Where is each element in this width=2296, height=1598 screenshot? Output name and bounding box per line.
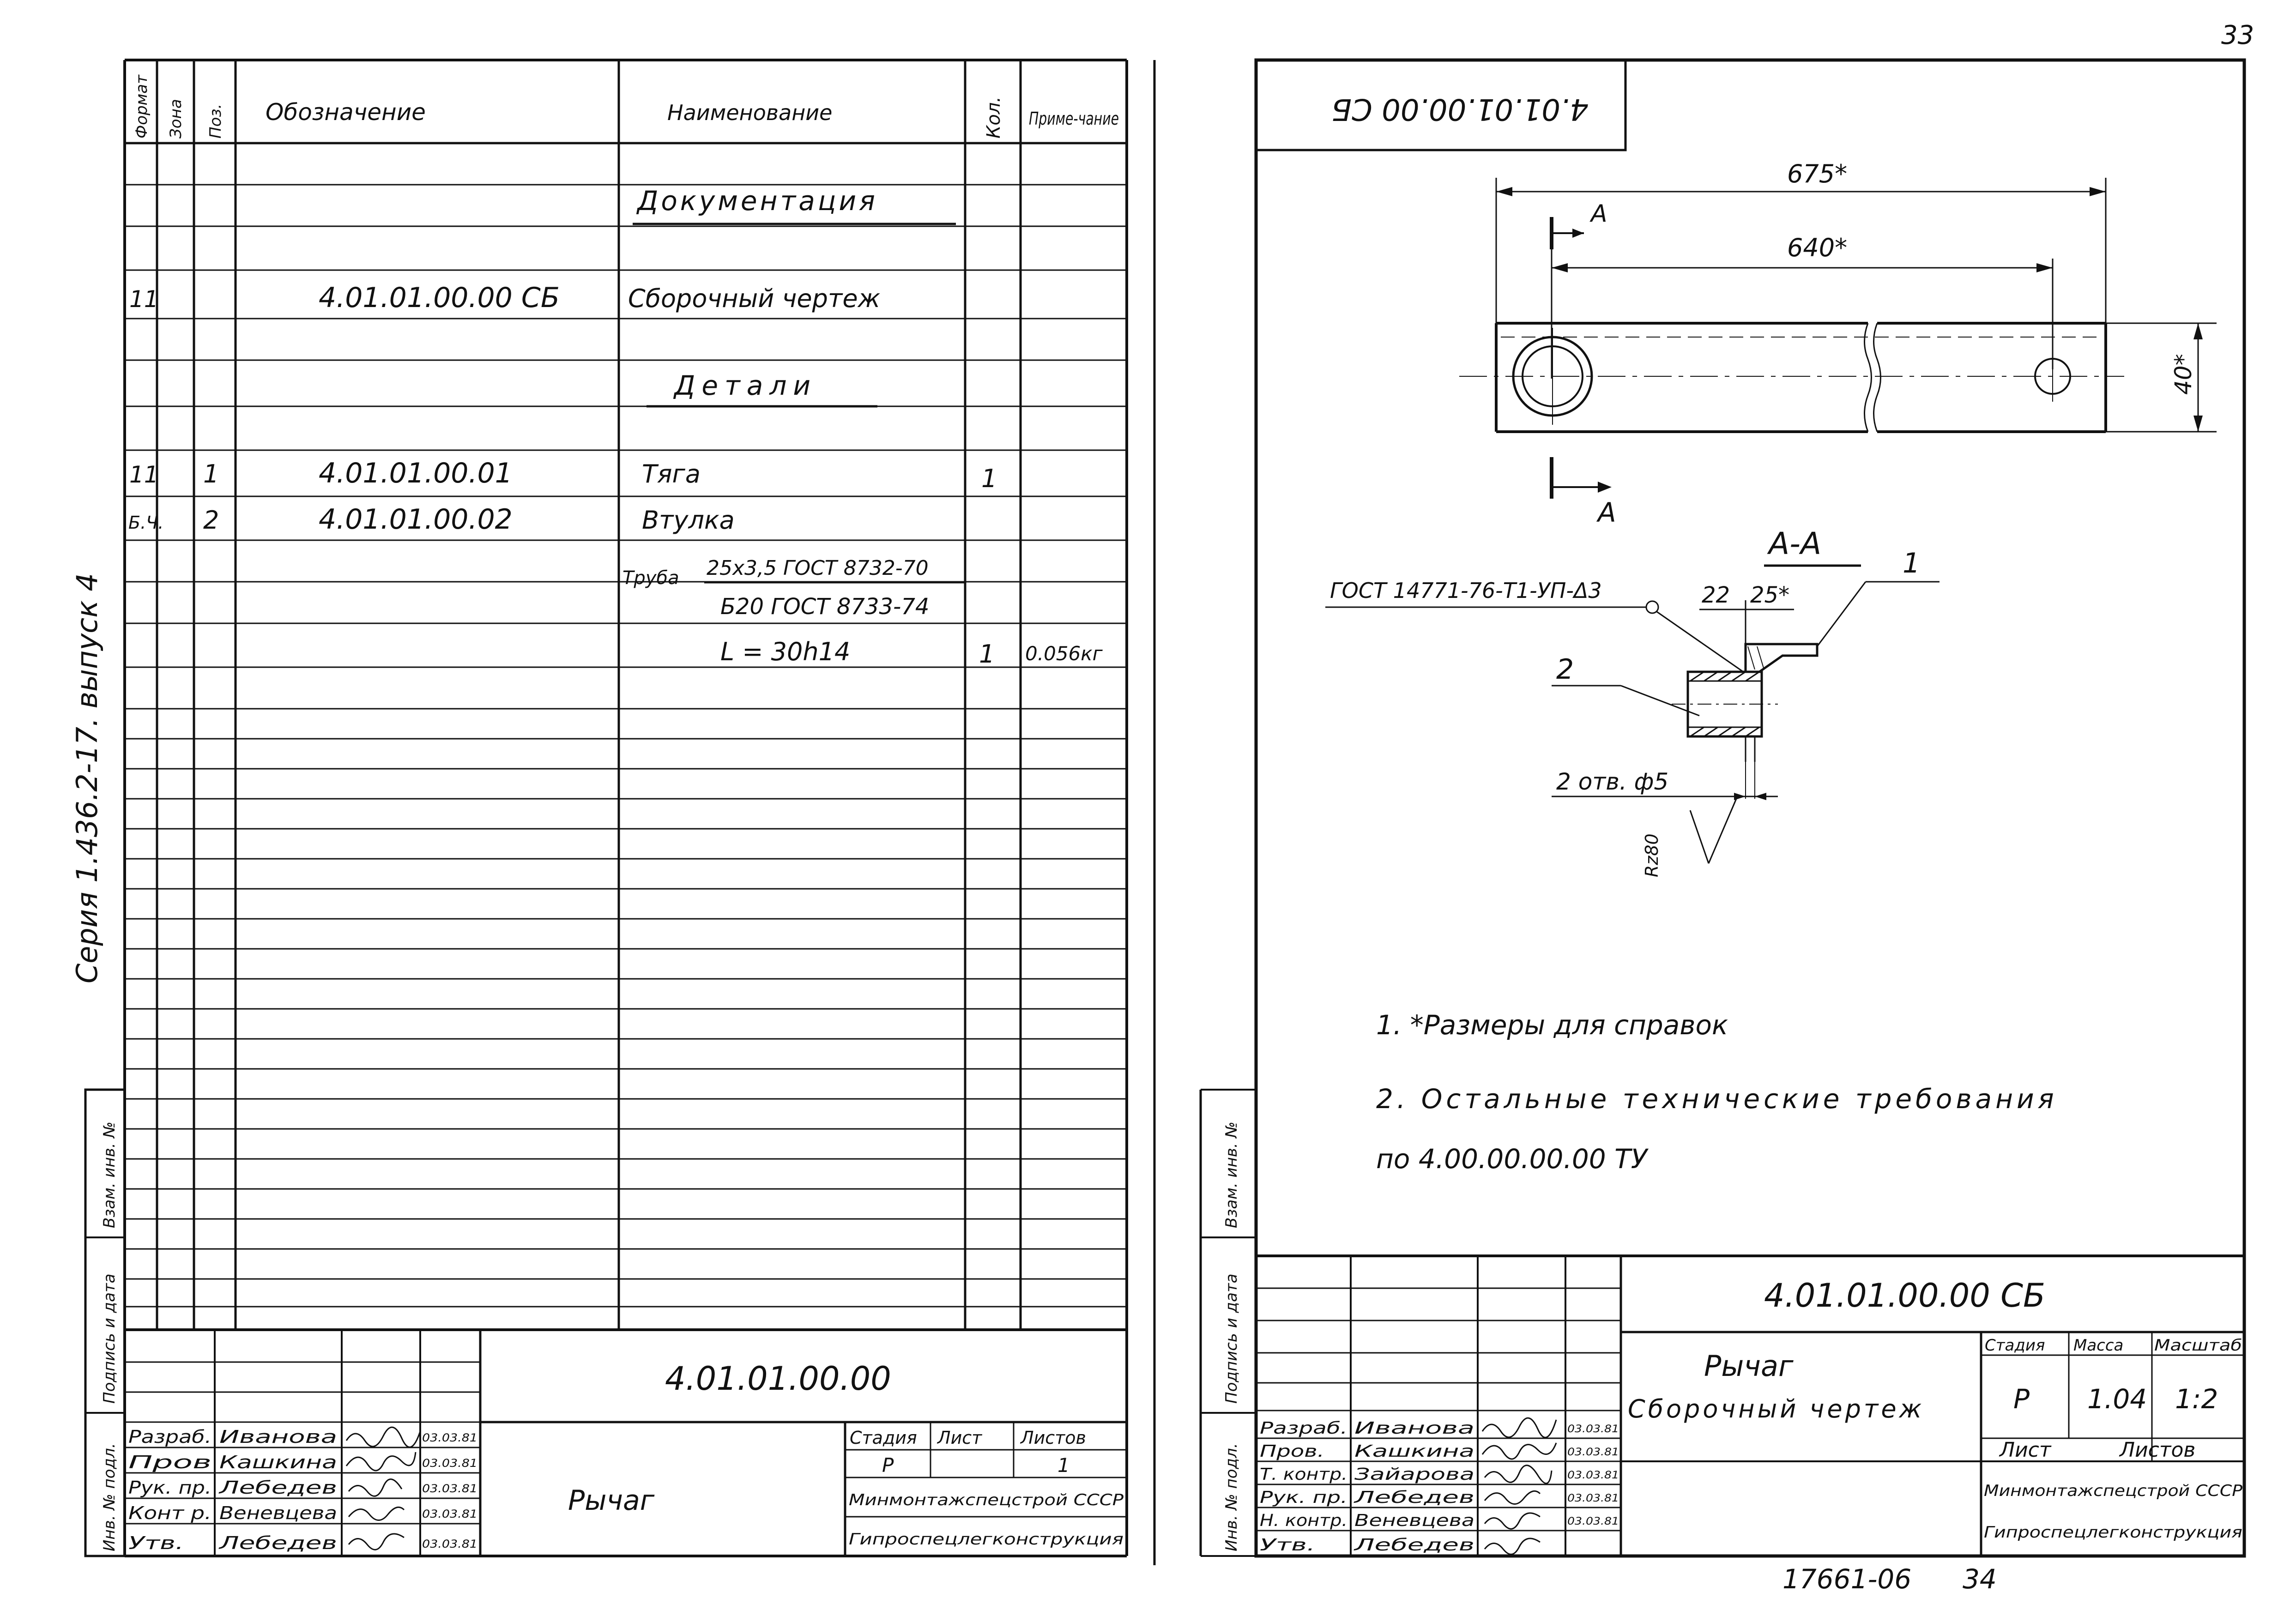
rotated-doc-number: 4.01.01.00.00 СБ <box>1331 92 1589 126</box>
leader-label-1: 1 <box>1903 547 1921 579</box>
right-doc-number: 4.01.01.00.00 СБ <box>1764 1277 2045 1315</box>
margin-field-inv: Инв. № подл. <box>100 1443 119 1551</box>
dim-40: 40* <box>2170 354 2197 395</box>
length-spec: L = 30h14 <box>720 637 851 666</box>
right-sheets-label: Листов <box>2120 1438 2196 1462</box>
right-org2: Гипроспецлегконструкция <box>1984 1523 2242 1542</box>
note-3: по 4.00.00.00.00 ТУ <box>1376 1143 1647 1175</box>
dim-22: 22 <box>1702 582 1730 608</box>
pipe-denominator: Б20 ГОСТ 8733-74 <box>720 594 930 620</box>
left-date-1: 03.03.81 <box>422 1457 477 1470</box>
right-mass-label: Масса <box>2073 1336 2124 1355</box>
right-name-5: Лебедев <box>1353 1536 1474 1555</box>
left-date-2: 03.03.81 <box>422 1482 477 1495</box>
side-series-label: Серия 1.436.2-17. выпуск 4 <box>70 573 104 983</box>
row2-pos: 2 <box>203 506 219 535</box>
right-name-3: Лебедев <box>1353 1488 1474 1507</box>
right-date-3: 03.03.81 <box>1567 1493 1619 1504</box>
right-org1: Минмонтажспецстрой СССР <box>1984 1482 2243 1500</box>
left-stage-label: Стадия <box>850 1428 917 1448</box>
left-name-3: Веневцева <box>219 1503 337 1523</box>
section-parts: Детали <box>674 370 817 401</box>
footer-number: 17661-06 <box>1782 1563 1912 1595</box>
row1-format: 11 <box>129 461 159 488</box>
right-date-1: 03.03.81 <box>1567 1447 1619 1458</box>
row1-pos: 1 <box>203 459 219 488</box>
left-name-1: Кашкина <box>219 1452 337 1472</box>
left-name-0: Иванова <box>219 1427 337 1447</box>
dim-640: 640* <box>1787 233 1848 262</box>
right-role-2: Т. контр. <box>1260 1465 1347 1484</box>
row-docs-format: 11 <box>129 286 159 313</box>
dim-675: 675* <box>1787 159 1848 188</box>
left-stage-value: Р <box>882 1454 894 1477</box>
left-sheet-label: Лист <box>937 1428 982 1448</box>
note-1: 1. *Размеры для справок <box>1376 1009 1728 1041</box>
right-name-1: Кашкина <box>1354 1442 1474 1461</box>
left-doc-number: 4.01.01.00.00 <box>665 1360 891 1398</box>
section-title: А-А <box>1769 526 1822 561</box>
left-role-0: Разраб. <box>128 1427 211 1447</box>
right-name-4: Веневцева <box>1354 1511 1474 1530</box>
right-product-name: Рычаг <box>1704 1349 1794 1383</box>
right-role-4: Н. контр. <box>1260 1511 1347 1530</box>
right-scale-value: 1:2 <box>2175 1383 2218 1415</box>
header-pos: Поз. <box>206 103 225 139</box>
section-documentation: Документация <box>637 185 878 217</box>
row2-designation: 4.01.01.00.02 <box>319 503 513 536</box>
left-name-2: Лебедев <box>218 1477 337 1498</box>
left-date-0: 03.03.81 <box>422 1431 477 1444</box>
right-margin-field-replace: Взам. инв. № <box>1222 1122 1241 1228</box>
margin-field-replace: Взам. инв. № <box>100 1122 119 1228</box>
right-role-3: Рук. пр. <box>1260 1488 1347 1507</box>
header-name: Наименование <box>667 100 833 125</box>
left-name-4: Лебедев <box>218 1533 337 1553</box>
right-margin-field-inv: Инв. № подл. <box>1222 1443 1241 1551</box>
header-format: Формат <box>133 75 151 139</box>
left-sheets-label: Листов <box>1021 1428 1086 1448</box>
header-note: Приме-чание <box>1029 109 1119 129</box>
row-docs-name: Сборочный чертеж <box>628 284 881 313</box>
right-margin-field-sign: Подпись и дата <box>1222 1273 1241 1404</box>
header-qty: Кол. <box>983 96 1004 139</box>
pipe-numerator: 25x3,5 ГОСТ 8732-70 <box>707 556 929 580</box>
left-role-1: Пров <box>128 1452 211 1472</box>
leader-label-2: 2 <box>1556 653 1574 686</box>
row-docs-designation: 4.01.01.00.00 СБ <box>319 282 560 314</box>
margin-field-sign: Подпись и дата <box>100 1273 119 1404</box>
row1-designation: 4.01.01.00.01 <box>319 457 513 489</box>
left-date-4: 03.03.81 <box>422 1538 477 1550</box>
right-doc-type: Сборочный чертеж <box>1628 1394 1925 1423</box>
footer-sheet: 34 <box>1963 1563 1997 1595</box>
section-mark-top: А <box>1591 200 1607 228</box>
row1-qty: 1 <box>981 464 997 493</box>
section-mark-bottom: А <box>1598 497 1616 528</box>
note-2: 2. Остальные технические требования <box>1376 1083 2058 1115</box>
left-date-3: 03.03.81 <box>422 1508 477 1520</box>
left-sheets-value: 1 <box>1057 1454 1070 1477</box>
length-note: 0.056кг <box>1025 642 1103 665</box>
right-date-0: 03.03.81 <box>1567 1423 1619 1435</box>
right-scale-label: Масштаб <box>2154 1336 2242 1355</box>
right-role-1: Пров. <box>1260 1442 1324 1461</box>
weld-spec: ГОСТ 14771-76-Т1-УП-Δ3 <box>1330 578 1602 603</box>
right-role-0: Разраб. <box>1260 1419 1347 1438</box>
right-name-2: Зайарова <box>1354 1465 1474 1484</box>
pipe-word: Труба <box>622 567 679 589</box>
right-stage-value: Р <box>2013 1383 2030 1415</box>
dim-25: 25* <box>1750 582 1790 608</box>
right-stage-label: Стадия <box>1985 1336 2045 1355</box>
left-role-3: Конт р. <box>128 1503 211 1523</box>
length-qty: 1 <box>979 639 995 669</box>
row2-name: Втулка <box>642 506 735 535</box>
row2-format: Б.Ч. <box>128 513 164 533</box>
right-role-5: Утв. <box>1260 1536 1315 1555</box>
holes-label: 2 отв. ф5 <box>1556 768 1669 795</box>
left-role-4: Утв. <box>128 1533 184 1553</box>
left-org2: Гипроспецлегконструкция <box>849 1530 1124 1549</box>
left-product-name: Рычаг <box>568 1484 655 1517</box>
header-zone: Зона <box>167 99 185 139</box>
roughness-label: Rz80 <box>1642 833 1662 877</box>
page-number: 33 <box>2221 20 2254 50</box>
left-role-2: Рук. пр. <box>128 1477 211 1498</box>
header-designation: Обозначение <box>266 99 426 126</box>
right-date-2: 03.03.81 <box>1567 1470 1619 1481</box>
left-org1: Минмонтажспецстрой СССР <box>849 1491 1124 1509</box>
right-sheet-label: Лист <box>2000 1438 2051 1462</box>
right-date-4: 03.03.81 <box>1567 1516 1619 1527</box>
right-mass-value: 1.04 <box>2087 1383 2147 1415</box>
right-name-0: Иванова <box>1354 1419 1474 1438</box>
row1-name: Тяга <box>642 459 701 488</box>
